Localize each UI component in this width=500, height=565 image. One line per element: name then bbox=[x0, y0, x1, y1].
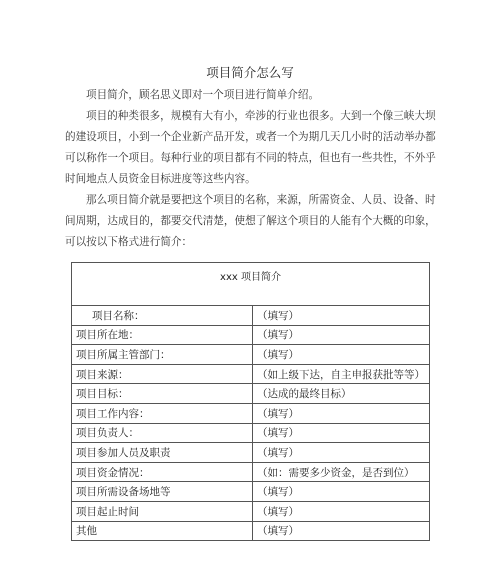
row-value: （填写） bbox=[253, 501, 430, 521]
row-value: （填写） bbox=[253, 403, 430, 423]
row-value: （填写） bbox=[253, 345, 430, 365]
paragraph-line: 项目的种类很多，规模有大有小，牵涉的行业也很多。大到一个像三峡大坝 bbox=[86, 110, 436, 122]
summary-paragraph bbox=[65, 190, 445, 253]
project-types-paragraph bbox=[65, 106, 445, 190]
table-row bbox=[72, 501, 430, 521]
row-value: （达成的最终目标） bbox=[253, 384, 430, 404]
row-label: 项目资金情况： bbox=[72, 462, 253, 482]
row-label: 项目起止时间 bbox=[72, 501, 253, 521]
row-label: 项目负责人： bbox=[72, 423, 253, 443]
table-row bbox=[72, 521, 430, 541]
row-label: 项目名称： bbox=[72, 306, 253, 326]
table-row bbox=[72, 462, 430, 482]
table-header-row bbox=[72, 263, 430, 306]
table-row bbox=[72, 482, 430, 502]
intro-paragraph bbox=[65, 85, 445, 106]
row-value: （如：需要多少资金，是否到位） bbox=[253, 462, 430, 482]
table-row bbox=[72, 384, 430, 404]
row-label: 项目工作内容： bbox=[72, 403, 253, 423]
table-header: xxx 项目简介 bbox=[72, 263, 430, 306]
paragraph-line: 的建设项目，小到一个企业新产品开发，或者一个为期几天几小时的活动举办都 bbox=[65, 131, 436, 143]
row-value: （填写） bbox=[253, 423, 430, 443]
table-row bbox=[72, 403, 430, 423]
paragraph-line: 那么项目简介就是要把这个项目的名称，来源，所需资金、人员、设备、时 bbox=[86, 194, 436, 206]
row-label: 项目目标： bbox=[72, 384, 253, 404]
paragraph-line: 可以称作一个项目。每种行业的项目都有不同的特点，但也有一些共性，不外乎 bbox=[65, 152, 436, 164]
row-value: （填写） bbox=[253, 482, 430, 502]
row-value: （填写） bbox=[253, 443, 430, 463]
table-row bbox=[72, 423, 430, 443]
row-label: 项目所属主管部门： bbox=[72, 345, 253, 365]
table-row bbox=[72, 364, 430, 384]
project-summary-table bbox=[71, 262, 430, 541]
row-label: 项目来源： bbox=[72, 364, 253, 384]
table-row bbox=[72, 306, 430, 326]
table-row bbox=[72, 345, 430, 365]
table-row bbox=[72, 443, 430, 463]
paragraph-line: 项目简介，顾名思义即对一个项目进行简单介绍。 bbox=[86, 89, 320, 101]
document-title: 项目简介怎么写 bbox=[206, 65, 294, 80]
paragraph-line: 间周期，达成目的，都要交代清楚，使想了解这个项目的人能有个大概的印象， bbox=[65, 215, 436, 227]
row-value: （填写） bbox=[253, 521, 430, 541]
row-value: （如上级下达，自主申报获批等等） bbox=[253, 364, 430, 384]
table-row bbox=[72, 325, 430, 345]
row-label: 项目参加人员及职责 bbox=[72, 443, 253, 463]
row-value: （填写） bbox=[253, 325, 430, 345]
paragraph-line: 时间地点人员资金目标进度等这些内容。 bbox=[65, 173, 256, 185]
row-label: 项目所在地： bbox=[72, 325, 253, 345]
row-value: （填写） bbox=[253, 306, 430, 326]
row-label: 项目所需设备场地等 bbox=[72, 482, 253, 502]
row-label: 其他 bbox=[72, 521, 253, 541]
paragraph-line: 可以按以下格式进行简介： bbox=[65, 236, 193, 248]
